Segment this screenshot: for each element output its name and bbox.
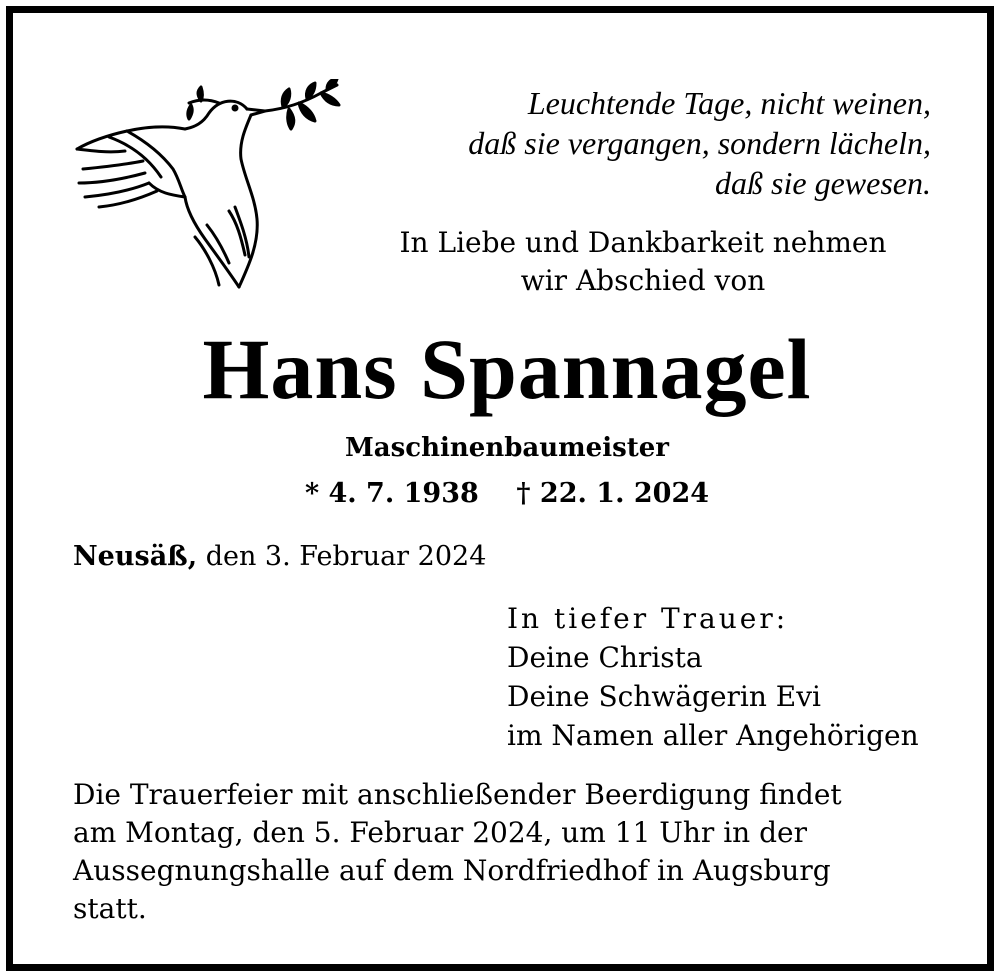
- funeral-line: Aussegnungshalle auf dem Nordfriedhof in Augsburg: [73, 854, 831, 887]
- quote-line: Leuchtende Tage, nicht weinen,: [527, 85, 931, 121]
- birth-date: * 4. 7. 1938: [304, 478, 479, 509]
- quote-line: daß sie gewesen.: [715, 165, 931, 201]
- deceased-profession: Maschinenbaumeister: [345, 433, 669, 463]
- mourning-heading: In tiefer Trauer:: [507, 602, 789, 635]
- funeral-details: [73, 776, 953, 928]
- life-dates: [13, 475, 1000, 513]
- mourner-name: im Namen aller Angehörigen: [507, 719, 919, 752]
- intro-line: wir Abschied von: [520, 264, 766, 297]
- death-date: † 22. 1. 2024: [516, 478, 710, 509]
- intro-line: In Liebe und Dankbarkeit nehmen: [399, 226, 887, 259]
- notice-date: den 3. Februar 2024: [197, 541, 487, 572]
- mourner-name: Deine Schwägerin Evi: [507, 680, 822, 713]
- funeral-line: statt.: [73, 892, 147, 925]
- farewell-intro: [343, 224, 943, 300]
- deceased-name: Hans Spannagel: [202, 321, 812, 417]
- place-name: Neusäß,: [73, 541, 198, 572]
- funeral-line: Die Trauerfeier mit anschließender Beerdigung findet: [73, 778, 842, 811]
- obituary-notice: [6, 6, 994, 971]
- memorial-quote: [411, 83, 931, 203]
- dove-with-olive-branch-icon: [69, 79, 344, 294]
- quote-line: daß sie vergangen, sondern lächeln,: [468, 125, 931, 161]
- mourner-name: Deine Christa: [507, 641, 703, 674]
- place-and-date: [73, 538, 486, 576]
- mourners-block: [507, 599, 919, 755]
- funeral-line: am Montag, den 5. Februar 2024, um 11 Uhr in der: [73, 816, 807, 849]
